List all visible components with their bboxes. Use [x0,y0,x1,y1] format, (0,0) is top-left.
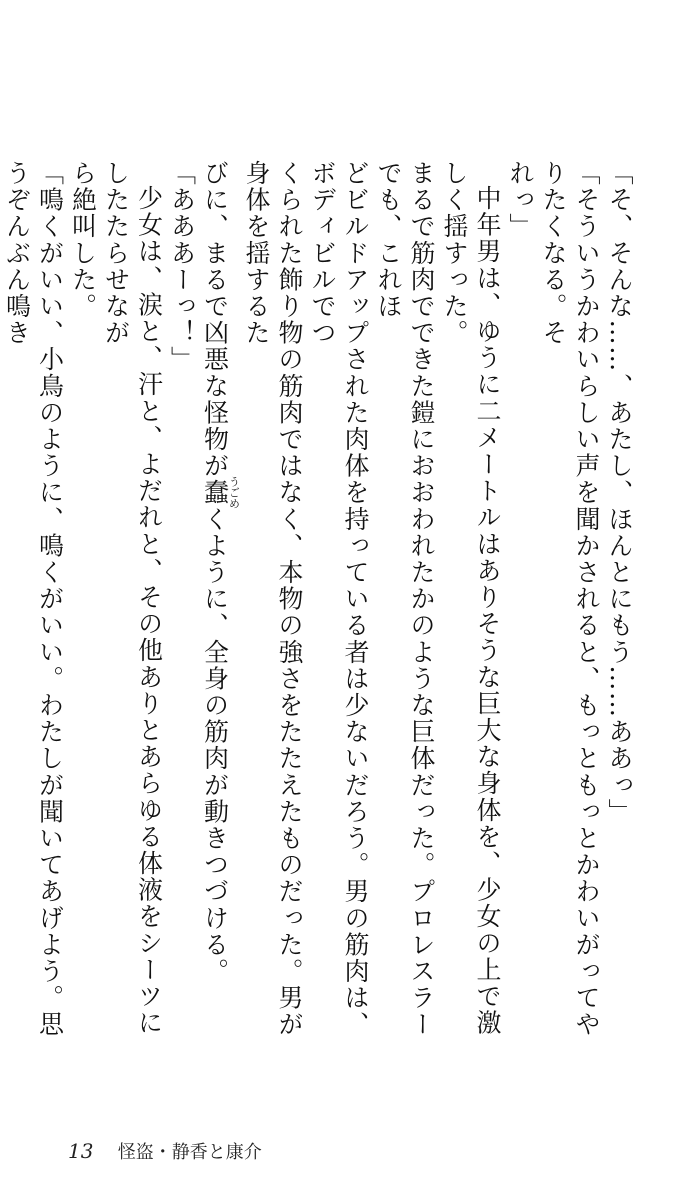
vertical-text-body [2,160,636,1050]
text-line-9: 「あああーっ！」 [167,160,197,373]
ruby-base: 蠢 [200,476,230,509]
text-line-3: れっ」 [506,160,535,240]
ruby-reading: うごめ [227,476,241,510]
text-line-11: ら絶叫した。 [68,160,98,320]
text-line-8-before: びに、まるで凶悪な怪物が [200,160,230,480]
ruby-word [200,476,241,510]
text-line-4: 中年男は、ゆうに二メートルはありそうな巨大な身体を、少女の上で激しく揺すった。 [440,160,502,1037]
text-line-10: 少女は、涙と、汗と、よだれと、その他ありとあらゆる体液をシーツにしたたらせなが [101,160,164,1037]
page-footer [68,1138,262,1164]
text-line-2: 「そういうかわいらしい声を聞かされると、もっともっとかわいがってやりたくなる。そ [539,160,601,1038]
text-line-13 [0,160,1,1050]
text-line-8-after: くように、全身の筋肉が動きつづける。 [200,505,230,985]
running-title: 怪盗・静香と康介 [117,1142,262,1163]
page-number: 13 [68,1139,94,1163]
text-line-5: まるで筋肉でできた鎧におおわれたかのような巨体だった。プロレスラーでも、これほ [374,160,436,1038]
text-line-12: 「鳴くがいい、小鳥のように、鳴くがいい。わたしが聞いてあげよう。思うぞんぶん鳴き [2,160,65,1038]
text-line-1: 「そ、そんな……、あたし、ほんとにもう……ああっ」 [605,160,634,825]
text-line-7: くられた飾り物の筋肉ではなく、本物の強さをたたえたものだった。男が身体を揺するた [242,160,304,1038]
text-line-8 [199,160,241,1050]
text-line-6: どビルドアップされた肉体を持っている者は少ないだろう。男の筋肉は、ボディビルでつ [308,160,370,1038]
